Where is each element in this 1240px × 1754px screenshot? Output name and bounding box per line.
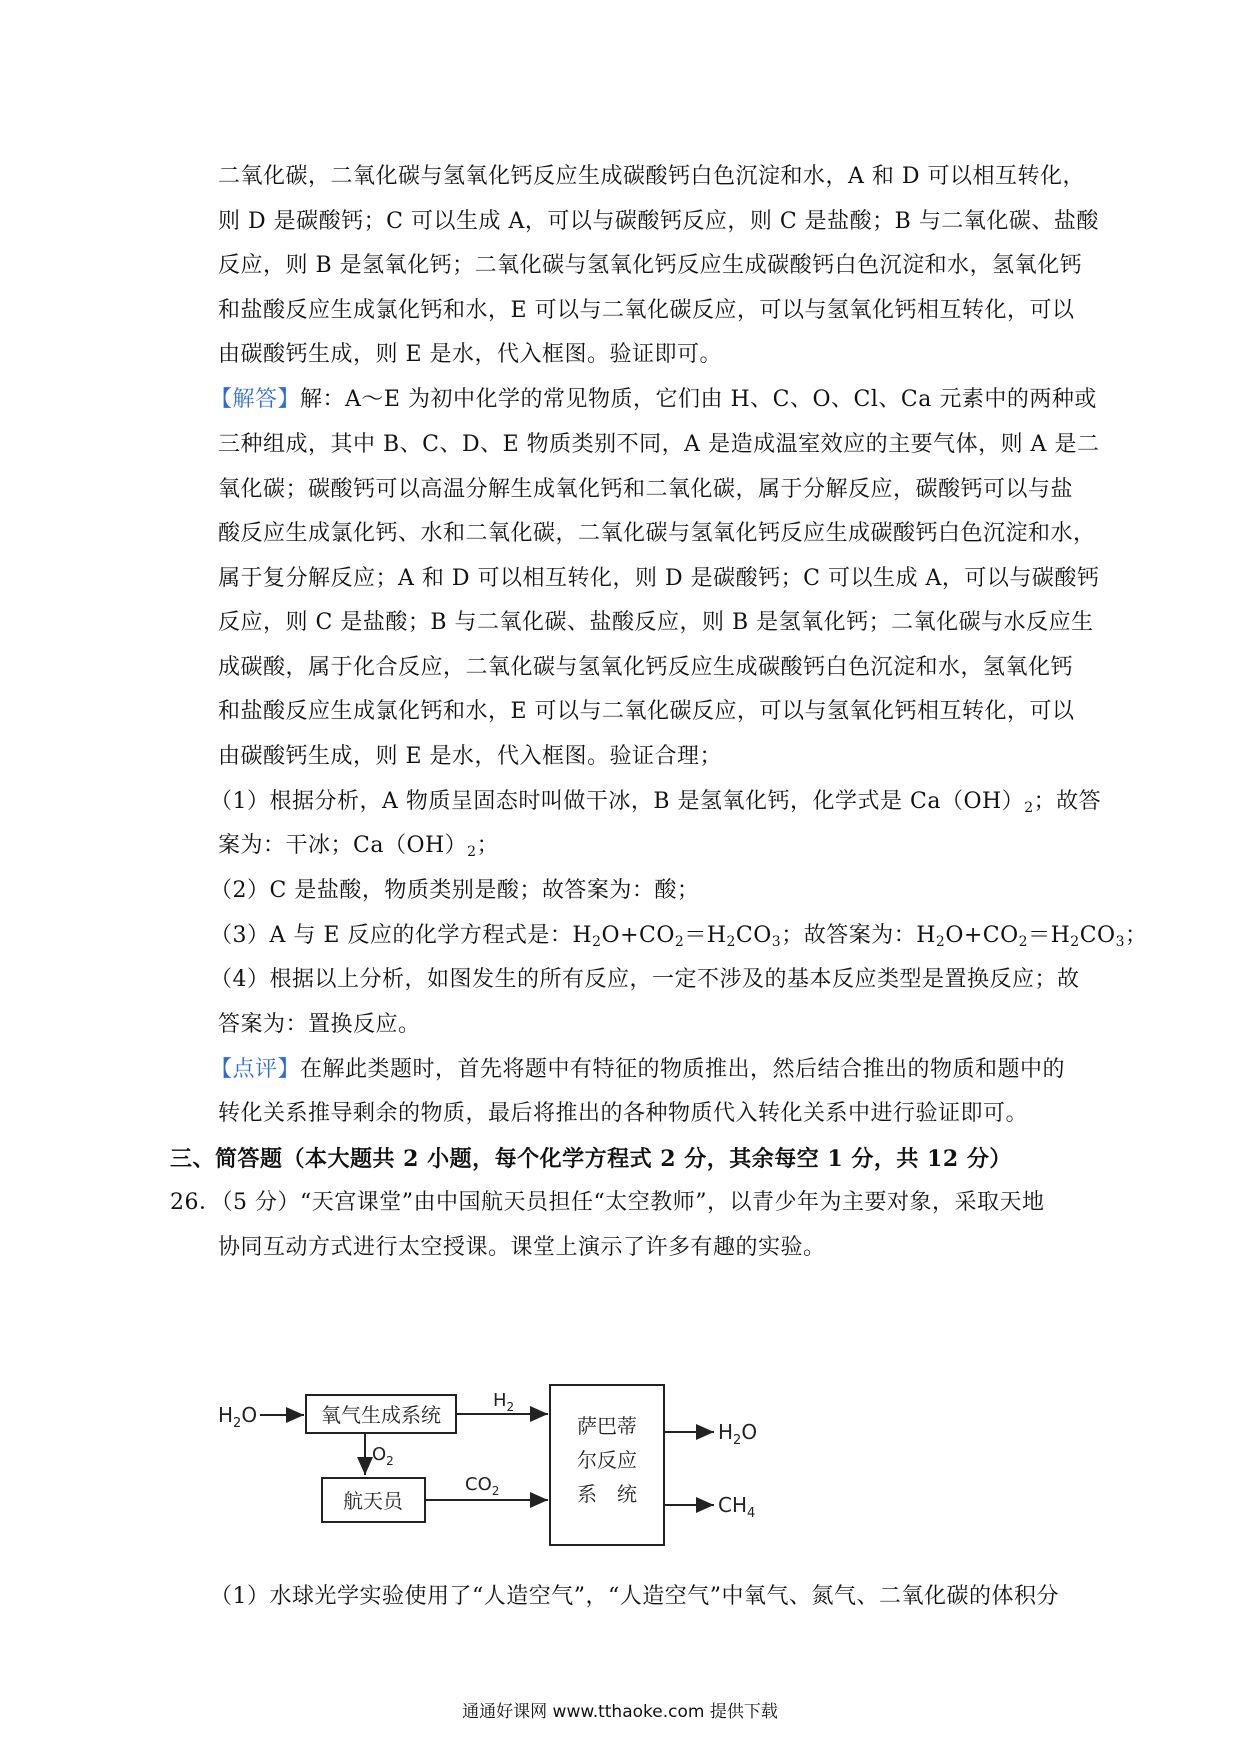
answer-line-5: 属于复分解反应；A 和 D 可以相互转化，则 D 是碳酸钙；C 可以生成 A，可以与碳酸钙	[218, 566, 1100, 591]
astronaut-label: 航天员	[343, 1489, 403, 1513]
question-26-line-2: 协同互动方式进行太空授课。课堂上演示了许多有趣的实验。	[218, 1235, 826, 1260]
answer-tag: 【解答】	[210, 387, 301, 412]
answer-line-3: 氧化碳；碳酸钙可以高温分解生成氧化钙和二氧化碳，属于分解反应，碳酸钙可以与盐	[218, 477, 1074, 502]
h2-label: $H_2$	[493, 1390, 515, 1414]
sabatier-label-line-2: 尔反应	[577, 1448, 637, 1472]
comment-line-2: 转化关系推导剩余的物质，最后将推出的各种物质代入转化关系中进行验证即可。	[218, 1101, 1029, 1126]
analysis-line-4: 和盐酸反应生成氯化钙和水，E 可以与二氧化碳反应，可以与氢氧化钙相互转化，可以	[218, 298, 1075, 323]
h2o-input-label: $H_2O$	[218, 1403, 258, 1431]
question-26-part-1: （1）水球光学实验使用了“人造空气”，“人造空气”中氧气、氮气、二氧化碳的体积分	[210, 1584, 1059, 1609]
flow-diagram-svg	[210, 1380, 810, 1560]
answer-line-2: 三种组成，其中 B、C、D、E 物质类别不同，A 是造成温室效应的主要气体，则 A 是二	[218, 432, 1100, 457]
sabatier-label-line-1: 萨巴蒂	[577, 1414, 637, 1438]
ch4-output-label: $CH_4$	[718, 1493, 756, 1521]
answer-q3: （3）A 与 E 反应的化学方程式是：$H_2O+CO_2=H_2CO_3$；故答案为：$H_2O+CO_2=H_2CO_3$；	[210, 923, 1148, 950]
analysis-line-2: 则 D 是碳酸钙；C 可以生成 A，可以与碳酸钙反应，则 C 是盐酸；B 与二氧化碳、盐酸	[218, 209, 1099, 234]
co2-label: $CO_2$	[465, 1474, 500, 1498]
answer-q2: （2）C 是盐酸，物质类别是酸；故答案为：酸；	[210, 878, 700, 903]
analysis-line-3: 反应，则 B 是氢氧化钙；二氧化碳与氢氧化钙反应生成碳酸钙白色沉淀和水，氢氧化钙	[218, 253, 1083, 278]
analysis-line-5: 由碳酸钙生成，则 E 是水，代入框图。验证即可。	[218, 342, 723, 367]
analysis-line-1: 二氧化碳，二氧化碳与氢氧化钙反应生成碳酸钙白色沉淀和水，A 和 D 可以相互转化，	[218, 164, 1086, 189]
answer-q4-line-1: （4）根据以上分析，如图发生的所有反应，一定不涉及的基本反应类型是置换反应；故	[210, 967, 1080, 992]
comment-line-1: 【点评】在解此类题时，首先将题中有特征的物质推出，然后结合推出的物质和题中的	[210, 1057, 1066, 1082]
h2o-output-label: $H_2O$	[718, 1420, 758, 1448]
flow-diagram	[210, 1380, 810, 1560]
page-footer: 通通好课网 www.tthaoke.com 提供下载	[462, 1702, 778, 1722]
answer-line-8: 和盐酸反应生成氯化钙和水，E 可以与二氧化碳反应，可以与氢氧化钙相互转化，可以	[218, 699, 1075, 724]
question-26-line-1: 26．（5 分）“天宫课堂”由中国航天员担任“太空教师”，以青少年为主要对象，采取天地	[170, 1190, 1045, 1215]
comment-tag: 【点评】	[210, 1057, 301, 1082]
sabatier-label-line-3: 系 统	[577, 1482, 637, 1506]
answer-line-7: 成碳酸，属于化合反应，二氧化碳与氢氧化钙反应生成碳酸钙白色沉淀和水，氢氧化钙	[218, 655, 1074, 680]
answer-line-1: 【解答】解：A～E 为初中化学的常见物质，它们由 H、C、O、Cl、Ca 元素中的两种或	[210, 387, 1097, 412]
oxygen-system-label: 氧气生成系统	[321, 1403, 441, 1427]
answer-q1-line-1: （1）根据分析，A 物质呈固态时叫做干冰，B 是氢氧化钙，化学式是 $Ca(OH)_2$；故答	[210, 789, 1102, 816]
answer-line-4: 酸反应生成氯化钙、水和二氧化碳，二氧化碳与氢氧化钙反应生成碳酸钙白色沉淀和水，	[218, 521, 1096, 546]
answer-q4-line-2: 答案为：置换反应。	[218, 1012, 421, 1037]
answer-line-6: 反应，则 C 是盐酸；B 与二氧化碳、盐酸反应，则 B 是氢氧化钙；二氧化碳与水反应生	[218, 610, 1094, 635]
answer-line-9: 由碳酸钙生成，则 E 是水，代入框图。验证合理；	[218, 744, 723, 769]
section-heading: 三、简答题（本大题共 2 小题，每个化学方程式 2 分，其余每空 1 分，共 12 分）	[170, 1146, 1012, 1172]
o2-label: $O_2$	[372, 1444, 394, 1468]
answer-q1-line-2: 案为：干冰；$Ca(OH)_2$；	[218, 833, 500, 860]
